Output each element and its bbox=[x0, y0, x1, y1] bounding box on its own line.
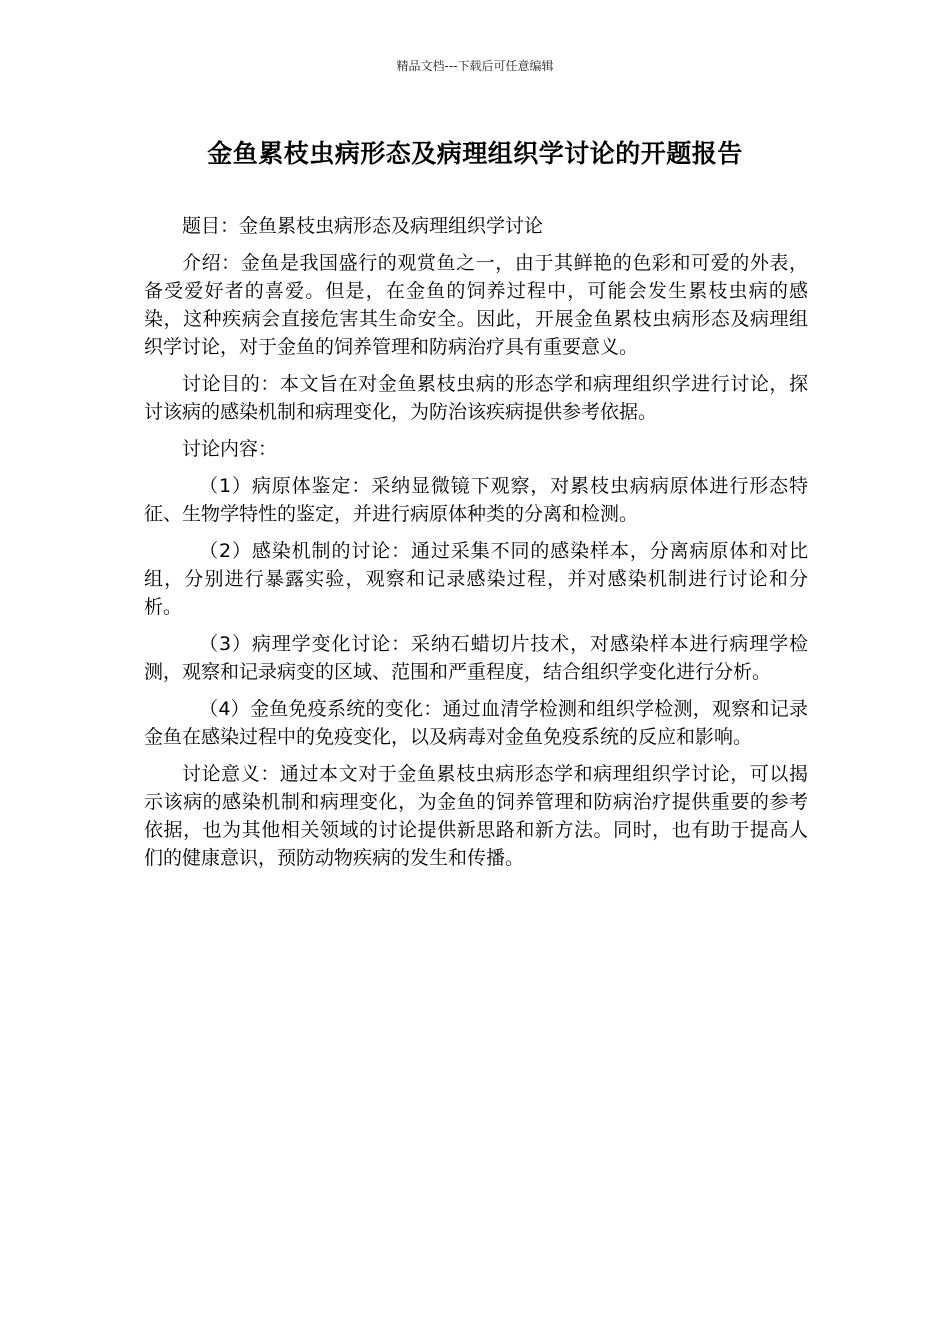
list-item-pathogen-identification: （1）病原体鉴定：采纳显微镜下观察，对累枝虫病病原体进行形态特征、生物学特性的鉴定，并进行病原体种类的分离和检测。 bbox=[144, 475, 808, 525]
paragraph-content-heading: 讨论内容： bbox=[182, 438, 278, 460]
paragraph-introduction: 介绍：金鱼是我国盛行的观赏鱼之一，由于其鲜艳的色彩和可爱的外表，备受爱好者的喜爱。但是，在金鱼的饲养过程中，可能会发生累枝虫病的感染，这种疾病会直接危害其生命安全。因此，开展金鱼累枝虫病形态及病理组织学讨论，对于金鱼的饲养管理和防病治疗具有重要意义。 bbox=[144, 252, 808, 358]
document-body bbox=[144, 212, 808, 881]
list-item-pathology-changes: （3）病理学变化讨论：采纳石蜡切片技术，对感染样本进行病理学检测，观察和记录病变的区域、范围和严重程度，结合组织学变化进行分析。 bbox=[144, 633, 808, 683]
list-item-immune-system: （4）金鱼免疫系统的变化：通过血清学检测和组织学检测，观察和记录金鱼在感染过程中的免疫变化，以及病毒对金鱼免疫系统的反应和影响。 bbox=[144, 698, 808, 748]
paragraph-topic: 题目：金鱼累枝虫病形态及病理组织学讨论 bbox=[182, 215, 544, 237]
list-item-infection-mechanism: （2）感染机制的讨论：通过采集不同的感染样本，分离病原体和对比组，分别进行暴露实验，观察和记录感染过程，并对感染机制进行讨论和分析。 bbox=[144, 540, 808, 618]
paragraph-purpose: 讨论目的：本文旨在对金鱼累枝虫病的形态学和病理组织学进行讨论，探讨该病的感染机制和病理变化，为防治该疾病提供参考依据。 bbox=[144, 373, 808, 423]
paragraph-significance: 讨论意义：通过本文对于金鱼累枝虫病形态学和病理组织学讨论，可以揭示该病的感染机制和病理变化，为金鱼的饲养管理和防病治疗提供重要的参考依据，也为其他相关领域的讨论提供新思路和新方法。同时，也有助于提高人们的健康意识，预防动物疾病的发生和传播。 bbox=[144, 763, 808, 869]
document-title: 金鱼累枝虫病形态及病理组织学讨论的开题报告 bbox=[207, 139, 743, 168]
page-header: 精品文档---下载后可任意编辑 bbox=[396, 59, 554, 73]
